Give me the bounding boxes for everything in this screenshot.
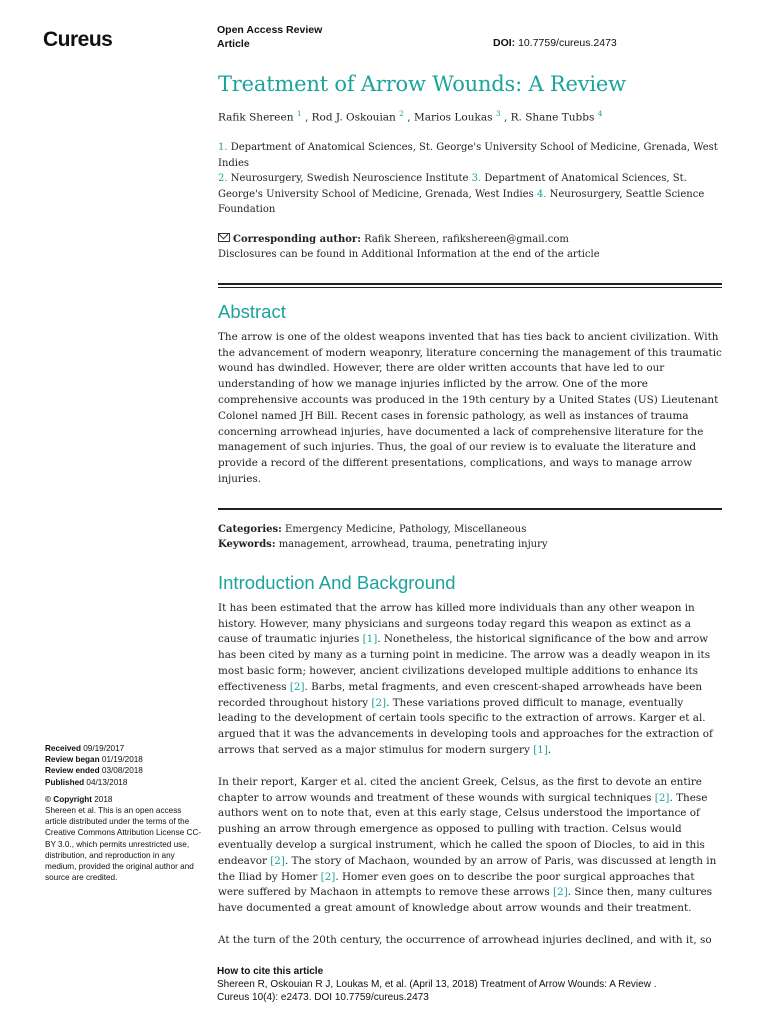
- corresponding-value[interactable]: Rafik Shereen, rafikshereen@gmail.com: [360, 233, 569, 245]
- body-text: It has been estimated that the arrow has killed more individuals than any other weapon in history. However, many physicians and surgeons today regard this weapon as extinct as a cause of traumatic injuries: [218, 601, 695, 646]
- affiliations-2-4: [218, 171, 722, 218]
- intro-heading: Introduction And Background: [218, 571, 456, 593]
- doi: [493, 37, 617, 49]
- received-date: [45, 743, 205, 754]
- copyright-line: [45, 794, 205, 805]
- citation-link[interactable]: [2]: [553, 886, 568, 899]
- doi-value[interactable]: 10.7759/cureus.2473: [518, 37, 617, 49]
- citation-line-2: Cureus 10(4): e2473. DOI 10.7759/cureus.2473: [217, 992, 429, 1003]
- article-metadata: [45, 743, 205, 883]
- received-value: 09/19/2017: [80, 744, 125, 753]
- author-name[interactable]: R. Shane Tubbs: [510, 111, 595, 124]
- intro-paragraph-1: [218, 601, 722, 759]
- body-text: . Since then, many cultures have documented a great amount of knowledge about arrow wounds and their treatment.: [218, 886, 713, 915]
- citation-link[interactable]: [2]: [289, 680, 305, 693]
- how-to-cite-label: How to cite this article: [217, 966, 324, 977]
- published-date: [45, 777, 205, 788]
- article-type: [217, 23, 322, 51]
- author-name[interactable]: Rafik Shereen: [218, 111, 294, 124]
- envelope-icon: [218, 233, 230, 242]
- citation-link[interactable]: [2]: [654, 791, 670, 804]
- published-label: Published: [45, 777, 85, 787]
- affiliation-text: Department of Anatomical Sciences, St. George's University School of Medicine, Grenada, West Indies: [218, 173, 687, 200]
- citation-link[interactable]: [2]: [320, 870, 336, 883]
- article-title: Treatment of Arrow Wounds: A Review: [218, 72, 626, 96]
- intro-paragraph-3: At the turn of the 20th century, the occurrence of arrowhead injuries declined, and with it, so: [218, 933, 712, 946]
- review-began-value: 01/19/2018: [99, 755, 143, 765]
- author-separator: ,: [500, 111, 511, 124]
- how-to-cite: [217, 965, 737, 1004]
- article-type-line2: Article: [217, 38, 250, 50]
- author-separator: ,: [403, 111, 414, 124]
- review-began-date: [45, 754, 205, 765]
- affiliation-number: 2.: [218, 173, 228, 185]
- review-ended-value: 03/08/2018: [99, 766, 143, 776]
- citation-link[interactable]: [1]: [362, 633, 378, 646]
- categories: [218, 522, 722, 538]
- affiliation-text: Neurosurgery, Swedish Neuroscience Institute: [227, 173, 472, 185]
- published-value: 04/13/2018: [84, 777, 128, 787]
- section-divider: [218, 283, 722, 288]
- doi-label: DOI:: [493, 37, 516, 49]
- author-separator: ,: [301, 111, 312, 124]
- copyright-block: [45, 794, 205, 884]
- categories-value: Emergency Medicine, Pathology, Miscellaneous: [281, 523, 527, 535]
- section-divider: [218, 508, 722, 510]
- body-text: . Nonetheless, the historical significance of the bow and arrow has been cited by many as a turning point in medicine. The arrow was a deadly weapon in its most basic form; however, ancient civilizations developed multiple additions to enhance its effectiveness: [218, 633, 711, 693]
- citation-line-1: Shereen R, Oskouian R J, Loukas M, et al. (April 13, 2018) Treatment of Arrow Wounds: A Review .: [217, 979, 657, 990]
- main-column: [218, 70, 722, 949]
- keywords-label: Keywords:: [218, 539, 276, 551]
- citation-link[interactable]: [1]: [533, 743, 548, 756]
- author-affiliation-ref[interactable]: 3: [495, 109, 501, 118]
- body-text: In their report, Karger et al. cited the ancient Greek, Celsus, as the first to devote an entire chapter to arrow wounds and treatment of these wounds with surgical techniques: [218, 775, 702, 804]
- author-name[interactable]: Rod J. Oskouian: [311, 111, 396, 124]
- body-text: .: [547, 743, 552, 756]
- article-type-line1: Open Access Review: [217, 24, 323, 36]
- affiliation-number: 4.: [536, 188, 547, 200]
- author-list: [218, 106, 722, 126]
- corresponding-label: Corresponding author:: [233, 233, 361, 245]
- affiliation-1: [218, 140, 722, 171]
- affiliation-number: 1.: [218, 142, 228, 154]
- copyright-label: © Copyright: [45, 794, 92, 804]
- author-affiliation-ref[interactable]: 2: [399, 109, 404, 118]
- body-text: . Barbs, metal fragments, and even crescent-shaped arrowheads have been recorded throughout history: [218, 680, 703, 709]
- body-text: . Homer even goes on to describe the poor surgical approaches that were suffered by Machaon in attempts to remove these arrows: [218, 870, 695, 899]
- copyright-year: 2018: [91, 794, 113, 804]
- body-text: . The story of Machaon, wounded by an arrow of Paris, was discussed at length in the Iliad by Homer: [218, 854, 717, 883]
- intro-paragraph-2: [218, 775, 722, 917]
- categories-label: Categories:: [218, 523, 282, 535]
- license-text: Shereen et al. This is an open access article distributed under the terms of the Creative Commons Attribution License CC-BY 3.0., which permits unrestricted use, distribution, and reproduction in any medium, provided the original author and source are credited.: [45, 806, 202, 883]
- body-text: . These variations proved difficult to manage, eventually leading to the development of certain tools specific to the extraction of arrows. Karger et al. argued that it was the advancements in developing tools and approaches for the extraction of arrows that served as a major stimulus for modern surgery: [218, 696, 713, 756]
- disclosures-note: Disclosures can be found in Additional Information at the end of the article: [218, 249, 600, 261]
- cureus-logo: Cureus: [43, 28, 113, 51]
- affiliation-number: 3.: [471, 173, 482, 185]
- author-affiliation-ref[interactable]: 1: [296, 109, 302, 118]
- received-label: Received: [45, 744, 81, 753]
- author-name[interactable]: Marios Loukas: [413, 111, 493, 124]
- dates-block: [45, 743, 205, 788]
- corresponding-author: [218, 232, 722, 263]
- body-text: . These authors went on to note that, even at this early stage, Celsus understood the importance of pushing an arrow through emergence as opposed to pulling with traction. Celsus would eventually develop a surgical instrument, which he called the spoon of Diocles, to aid in this endeavor: [218, 791, 708, 867]
- keywords-value: management, arrowhead, trauma, penetrating injury: [275, 539, 548, 551]
- citation-link[interactable]: [2]: [270, 854, 285, 867]
- review-ended-date: [45, 765, 205, 776]
- review-began-label: Review began: [45, 755, 100, 765]
- keywords: [218, 537, 722, 553]
- abstract-text: The arrow is one of the oldest weapons invented that has ties back to ancient civilization. With the advancement of modern weaponry, literature concerning the management of this traumatic wound has dwindled. However, there are older written accounts that have led to our understanding of how we manage injuries inflicted by the arrow. One of the more comprehensive accounts was produced in the 19th century by a United States (US) Lieutenant Colonel named JH Bill. Recent cases in forensic pathology, as well as instances of trauma concerning arrowhead injuries, have documented a lack of comprehensive literature for the management of such injuries. Thus, the goal of our review is to evaluate the literature and provide a record of the different presentations, complications, and ways to manage arrow injuries.: [218, 330, 722, 485]
- abstract-heading: Abstract: [218, 300, 286, 322]
- affiliation-text: Department of Anatomical Sciences, St. George's University School of Medicine, Grenada, West Indies: [218, 142, 718, 169]
- author-affiliation-ref[interactable]: 4: [597, 109, 603, 118]
- affiliation-text: Neurosurgery, Seattle Science Foundation: [218, 188, 705, 216]
- citation-link[interactable]: [2]: [371, 696, 387, 709]
- review-ended-label: Review ended: [45, 766, 100, 776]
